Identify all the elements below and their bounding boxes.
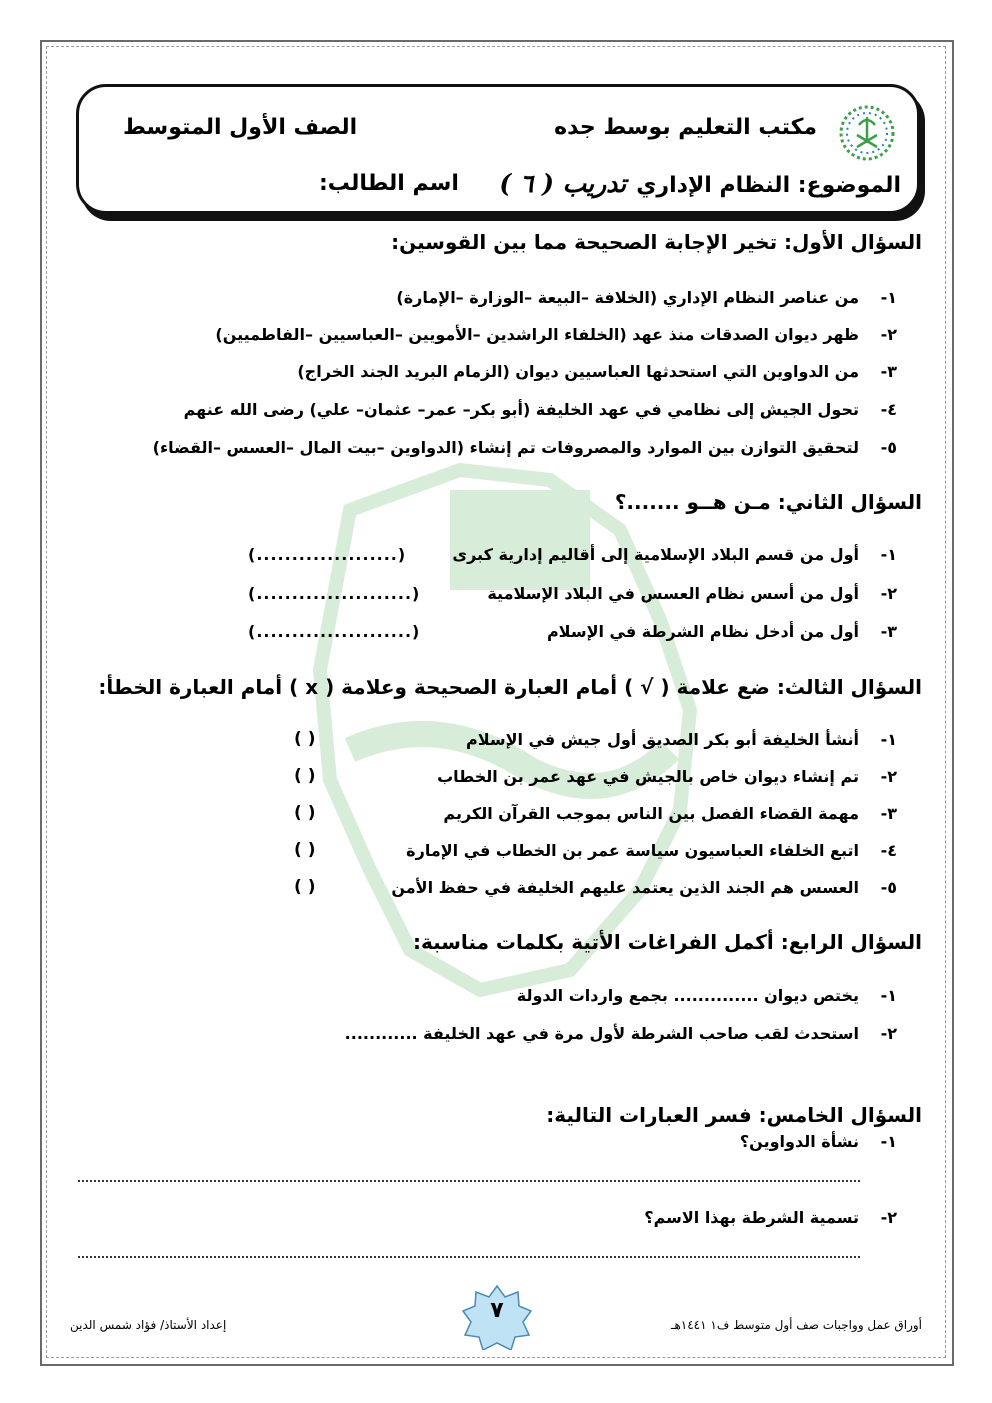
q1-item: ٢-ظهر ديوان الصدقات منذ عهد (الخلفاء الراشدين –الأمويين –العباسيين –الفاطميين)	[215, 325, 897, 344]
q3-item: ٣-مهمة القضاء الفصل بين الناس بموجب القرآن الكريم	[443, 804, 897, 823]
student-name-label: اسم الطالب:	[319, 171, 459, 196]
q5-item: ١-نشأة الدواوين؟	[739, 1132, 897, 1151]
q3-item: ٢-تم إنشاء ديوان خاص بالجيش في عهد عمر بن الخطاب	[437, 767, 897, 786]
q5-title: السؤال الخامس: فسر العبارات التالية:	[546, 1103, 922, 1127]
ministry-logo-icon	[835, 103, 899, 163]
q3-answer-box[interactable]: ( )	[294, 877, 316, 897]
q3-answer-box[interactable]: ( )	[294, 840, 316, 860]
q3-item: ٥-العسس هم الجند الذين يعتمد عليهم الخليفة في حفظ الأمن	[391, 878, 897, 897]
page-number: ٧	[490, 1298, 504, 1323]
q1-item: ٥-لتحقيق التوازن بين الموارد والمصروفات تم إنشاء (الدواوين –بيت المال –العسس –القضاء)	[152, 438, 897, 457]
q3-answer-box[interactable]: ( )	[294, 803, 316, 823]
subject-row	[499, 169, 901, 198]
subject-label: الموضوع: النظام الإداري	[636, 173, 901, 198]
q2-answer-blank[interactable]: (....................)	[248, 545, 407, 564]
q1-title: السؤال الأول: تخير الإجابة الصحيحة مما بين القوسين:	[391, 230, 922, 254]
office-name: مكتب التعليم بوسط جده	[554, 115, 817, 140]
q1-item: ٣-من الدواوين التي استحدثها العباسيين ديوان (الزمام البريد الجند الخراج)	[297, 362, 897, 381]
q3-title: السؤال الثالث: ضع علامة ( √ ) أمام العبارة الصحيحة وعلامة ( x ) أمام العبارة الخطأ:	[98, 675, 922, 699]
q2-item: ٢-أول من أسس نظام العسس في البلاد الإسلامية	[487, 584, 897, 603]
header-box	[76, 84, 920, 214]
answer-line[interactable]	[78, 1256, 860, 1258]
q4-title: السؤال الرابع: أكمل الفراغات الأتية بكلمات مناسبة:	[412, 930, 922, 954]
q2-title: السؤال الثاني: مـن هــو .......؟	[614, 490, 922, 514]
q2-answer-blank[interactable]: (......................)	[248, 584, 421, 603]
q5-item: ٢-تسمية الشرطة بهذا الاسم؟	[644, 1208, 897, 1227]
footer-title: أوراق عمل وواجبات صف أول متوسط ف١ ١٤٤١هـ	[670, 1318, 922, 1332]
q3-item: ١-أنشأ الخليفة أبو بكر الصديق أول جيش في الإسلام	[465, 730, 897, 749]
q2-answer-blank[interactable]: (......................)	[248, 622, 421, 641]
q4-item: ٢-استحدث لقب صاحب الشرطة لأول مرة في عهد الخليفة ............	[344, 1024, 897, 1043]
footer-author: إعداد الأستاذ/ فؤاد شمس الدين	[70, 1318, 227, 1332]
q2-item: ٣-أول من أدخل نظام الشرطة في الإسلام	[546, 622, 897, 641]
q3-answer-box[interactable]: ( )	[294, 766, 316, 786]
q4-item: ١-يختص ديوان .............. بجمع واردات الدولة	[516, 986, 897, 1005]
q1-item: ١-من عناصر النظام الإداري (الخلافة –البيعة –الوزارة –الإمارة)	[396, 288, 897, 307]
training-label: تدريب ( ٦ )	[499, 169, 627, 198]
answer-line[interactable]	[78, 1180, 860, 1182]
q1-item: ٤-تحول الجيش إلى نظامي في عهد الخليفة (أبو بكر– عمر– عثمان– علي) رضى الله عنهم	[183, 400, 897, 419]
q3-answer-box[interactable]: ( )	[294, 729, 316, 749]
q3-item: ٤-اتبع الخلفاء العباسيون سياسة عمر بن الخطاب في الإمارة	[406, 841, 897, 860]
grade-label: الصف الأول المتوسط	[123, 115, 358, 140]
q2-item: ١-أول من قسم البلاد الإسلامية إلى أقاليم إدارية كبرى	[452, 545, 897, 564]
